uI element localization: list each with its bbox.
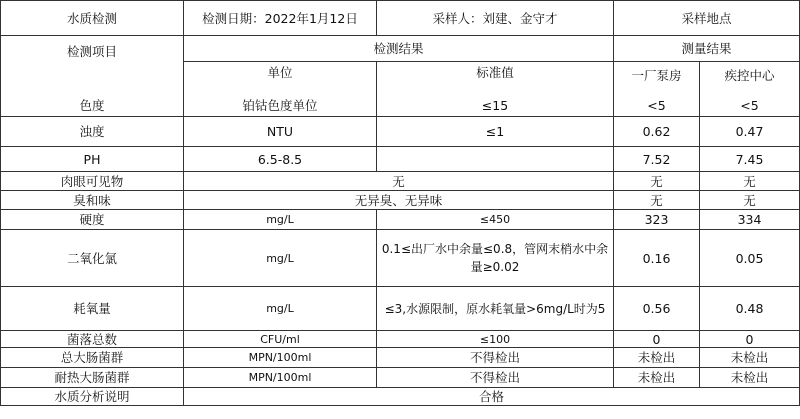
unit-label: 单位 [267, 65, 293, 80]
row-v2-color: <5 [740, 98, 759, 113]
row-standard-visible-matter: 无 [184, 172, 614, 191]
row-v1-oxygen-consumption: 0.56 [614, 287, 700, 331]
row-standard-thermotolerant-coliforms: 不得检出 [377, 368, 614, 388]
row-unit-chlorine-dioxide: mg/L [184, 230, 377, 287]
row-item-odor: 臭和味 [1, 191, 184, 210]
row-item-coliforms: 总大肠菌群 [1, 348, 184, 368]
standard-label: 标准值 [476, 65, 514, 80]
site2-header [700, 62, 800, 117]
row-standard-coliforms: 不得检出 [377, 348, 614, 368]
row-standard-ph [377, 147, 614, 172]
row-item-hardness: 硬度 [1, 210, 184, 230]
row-v1-odor: 无 [614, 191, 700, 210]
report-title: 水质检测 [1, 1, 184, 36]
row-v2-coliforms: 未检出 [700, 348, 800, 368]
row-v2-oxygen-consumption: 0.48 [700, 287, 800, 331]
test-date: 检测日期：2022年1月12日 [184, 1, 377, 36]
test-item-header [1, 36, 184, 117]
site2-label: 疾控中心 [724, 68, 775, 83]
summary-value: 合格 [184, 388, 800, 406]
row-item-color: 色度 [79, 98, 105, 113]
row-standard-oxygen-consumption: ≤3,水源限制，原水耗氧量>6mg/L时为5 [377, 287, 614, 331]
row-v2-visible-matter: 无 [700, 172, 800, 191]
row-v2-colony-count: 0 [700, 331, 800, 348]
row-standard-chlorine-dioxide: 0.1≤出厂水中余量≤0.8，管网末梢水中余量≥0.02 [377, 230, 614, 287]
test-item-label: 检测项目 [66, 44, 117, 59]
site1-header [614, 62, 700, 117]
row-standard-color: ≤15 [481, 98, 509, 113]
row-item-ph: PH [1, 147, 184, 172]
row-v2-turbidity: 0.47 [700, 117, 800, 147]
row-v2-ph: 7.45 [700, 147, 800, 172]
row-unit-colony-count: CFU/ml [184, 331, 377, 348]
test-results-label: 检测结果 [184, 36, 614, 62]
row-item-thermotolerant-coliforms: 耐热大肠菌群 [1, 368, 184, 388]
row-v1-colony-count: 0 [614, 331, 700, 348]
row-item-visible-matter: 肉眼可见物 [1, 172, 184, 191]
row-v2-chlorine-dioxide: 0.05 [700, 230, 800, 287]
row-v1-thermotolerant-coliforms: 未检出 [614, 368, 700, 388]
row-standard-turbidity: ≤1 [377, 117, 614, 147]
row-v2-odor: 无 [700, 191, 800, 210]
row-v1-coliforms: 未检出 [614, 348, 700, 368]
row-standard-hardness: ≤450 [377, 210, 614, 230]
row-unit-color: 铂钴色度单位 [242, 98, 318, 113]
standard-header [377, 62, 614, 117]
row-v1-visible-matter: 无 [614, 172, 700, 191]
row-v2-thermotolerant-coliforms: 未检出 [700, 368, 800, 388]
unit-header [184, 62, 377, 117]
site1-label: 一厂泵房 [631, 68, 682, 83]
row-standard-odor: 无异臭、无异味 [184, 191, 614, 210]
row-unit-ph: 6.5-8.5 [184, 147, 377, 172]
row-unit-hardness: mg/L [184, 210, 377, 230]
row-v2-hardness: 334 [700, 210, 800, 230]
row-unit-turbidity: NTU [184, 117, 377, 147]
row-v1-ph: 7.52 [614, 147, 700, 172]
row-item-chlorine-dioxide: 二氧化氯 [1, 230, 184, 287]
sampler: 采样人：刘建、金守才 [377, 1, 614, 36]
row-v1-turbidity: 0.62 [614, 117, 700, 147]
row-item-turbidity: 浊度 [1, 117, 184, 147]
row-v1-color: <5 [647, 98, 666, 113]
row-unit-thermotolerant-coliforms: MPN/100ml [184, 368, 377, 388]
row-standard-colony-count: ≤100 [377, 331, 614, 348]
row-item-oxygen-consumption: 耗氧量 [1, 287, 184, 331]
row-item-colony-count: 菌落总数 [1, 331, 184, 348]
row-unit-oxygen-consumption: mg/L [184, 287, 377, 331]
row-v1-hardness: 323 [614, 210, 700, 230]
measure-results-label: 测量结果 [614, 36, 800, 62]
row-v1-chlorine-dioxide: 0.16 [614, 230, 700, 287]
row-unit-coliforms: MPN/100ml [184, 348, 377, 368]
summary-label: 水质分析说明 [1, 388, 184, 406]
sampling-location-label: 采样地点 [614, 1, 800, 36]
